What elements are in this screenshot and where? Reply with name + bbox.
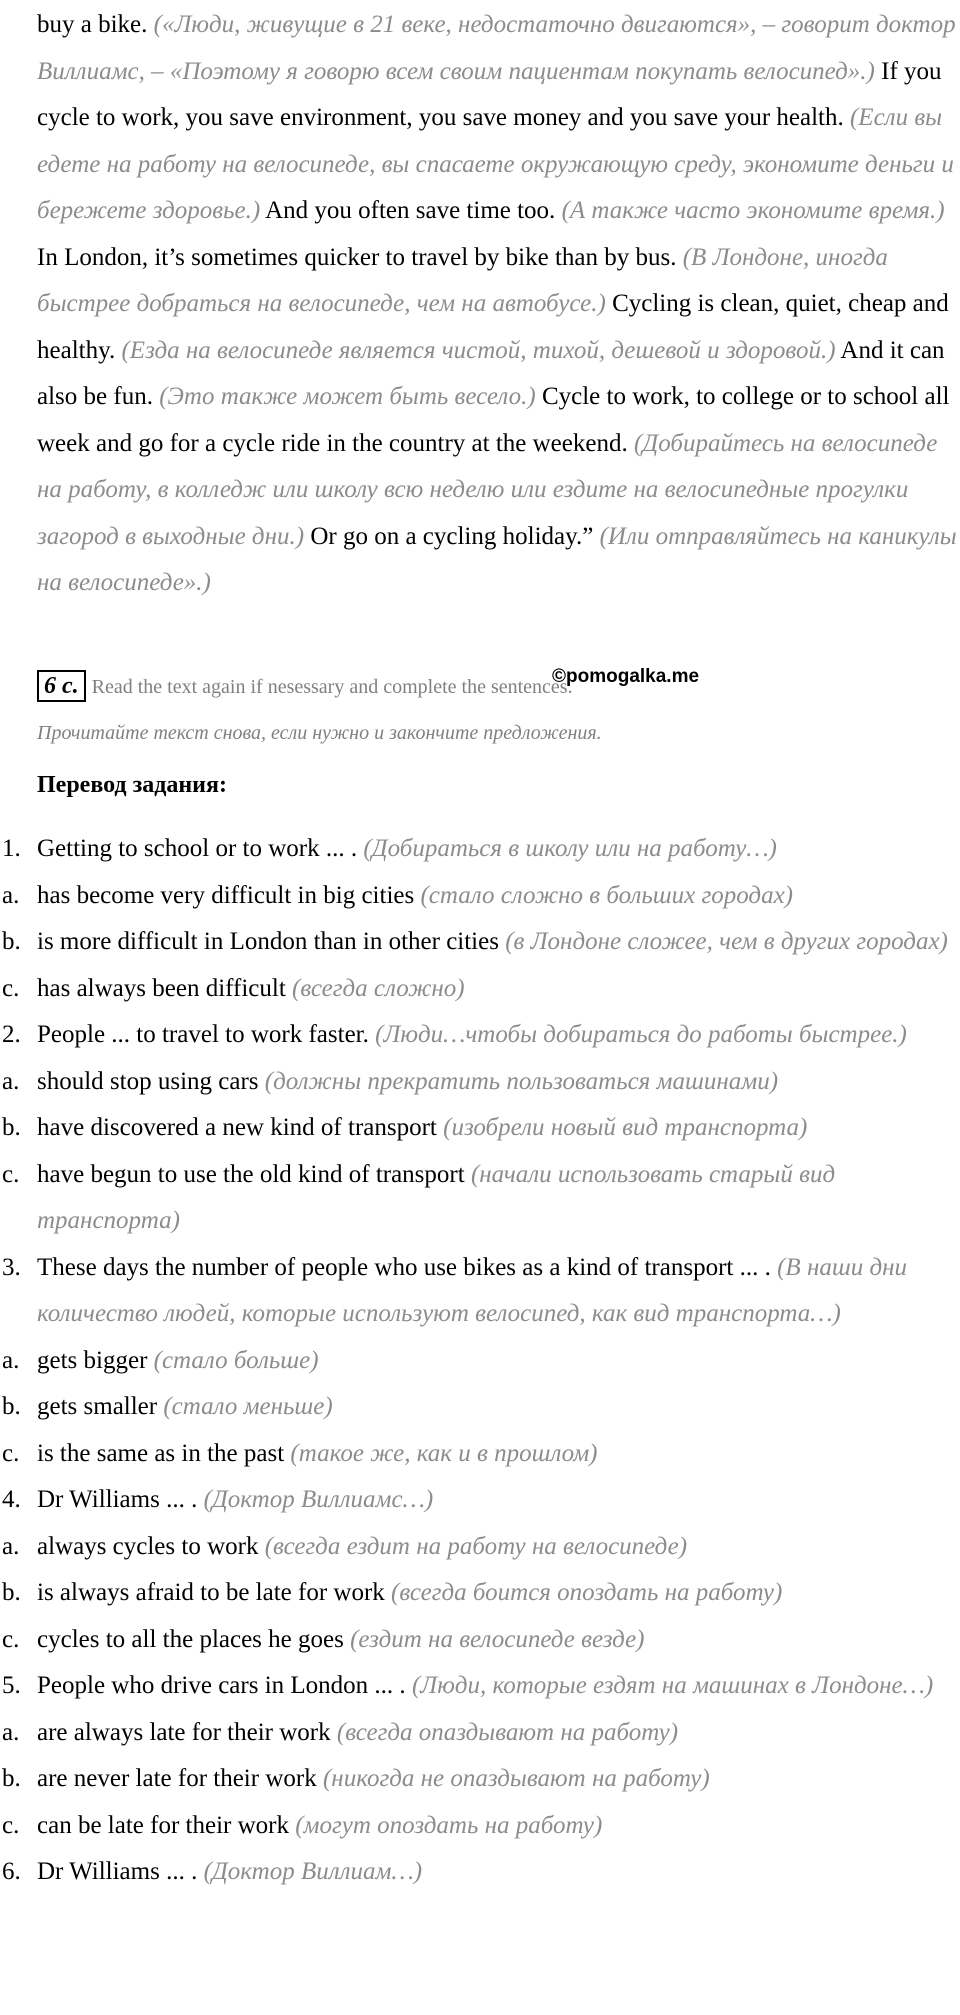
item-marker: 3. bbox=[2, 1253, 21, 1281]
intro-en: Or go on a cycling holiday.” bbox=[304, 522, 600, 550]
item-ru: (такое же, как и в прошлом) bbox=[290, 1439, 598, 1467]
list-item bbox=[0, 1059, 960, 1106]
item-en: People who drive cars in London ... . bbox=[37, 1672, 412, 1699]
item-marker: 6. bbox=[2, 1858, 21, 1885]
item-marker: 4. bbox=[2, 1486, 21, 1513]
item-en: is more difficult in London than in other cities bbox=[37, 928, 506, 955]
item-ru: (Доктор Виллиамс…) bbox=[203, 1486, 434, 1513]
intro-paragraph bbox=[37, 2, 957, 607]
item-marker: c. bbox=[2, 1811, 20, 1839]
item-en: are always late for their work bbox=[37, 1718, 337, 1746]
item-marker: a. bbox=[2, 1532, 20, 1560]
list-item bbox=[0, 1617, 960, 1664]
list-item bbox=[0, 1756, 960, 1803]
item-en: has always been difficult bbox=[37, 974, 293, 1002]
item-marker: b. bbox=[2, 1579, 21, 1606]
intro-en: Cycle to work, to college or to school all week and go for a cycle ride in the country at the weekend. bbox=[37, 383, 950, 457]
task-instruction: Read the text again if nesessary and complete the sentences. bbox=[91, 676, 573, 698]
item-en: is always afraid to be late for work bbox=[37, 1579, 392, 1606]
item-ru: (Люди…чтобы добираться до работы быстрее.) bbox=[375, 1021, 907, 1048]
item-ru: (Добираться в школу или на работу…) bbox=[363, 835, 777, 862]
list-item bbox=[0, 1338, 960, 1385]
item-marker: b. bbox=[2, 928, 21, 955]
intro-ru: (Езда на велосипеде является чистой, тихой, дешевой и здоровой.) bbox=[121, 336, 836, 364]
item-ru: (всегда ездит на работу на велосипеде) bbox=[264, 1532, 688, 1560]
item-marker: a. bbox=[2, 1346, 20, 1374]
intro-en: And it can also be fun. bbox=[37, 336, 945, 410]
list-item bbox=[0, 1245, 960, 1338]
item-ru: (могут опоздать на работу) bbox=[295, 1811, 603, 1839]
list-item bbox=[0, 1524, 960, 1571]
item-ru: (начали использовать старый вид транспорта) bbox=[37, 1160, 836, 1234]
item-marker: c. bbox=[2, 1439, 20, 1467]
intro-ru: (В Лондоне, иногда быстрее добраться на велосипеде, чем на автобусе.) bbox=[37, 243, 888, 317]
intro-en: buy a bike. bbox=[37, 11, 154, 38]
intro-ru: (Если вы едете на работу на велосипеде, вы спасаете окружающую среду, экономите деньги и бережете здоровье.) bbox=[37, 104, 954, 224]
item-en: gets smaller bbox=[37, 1393, 164, 1420]
list-item bbox=[0, 1570, 960, 1617]
item-en: have discovered a new kind of transport bbox=[37, 1114, 444, 1141]
intro-en: Cycling is clean, quiet, cheap and healthy. bbox=[37, 290, 949, 364]
item-ru: (стало больше) bbox=[153, 1346, 319, 1374]
item-ru: (В наши дни количество людей, которые используют велосипед, как вид транспорта…) bbox=[37, 1253, 908, 1327]
list-item bbox=[0, 826, 960, 873]
item-marker: 2. bbox=[2, 1021, 21, 1048]
task-heading bbox=[37, 670, 573, 702]
item-ru: (всегда боится опоздать на работу) bbox=[391, 1579, 783, 1606]
list-item bbox=[0, 919, 960, 966]
item-marker: b. bbox=[2, 1114, 21, 1141]
item-ru: (должны прекратить пользоваться машинами) bbox=[264, 1067, 779, 1095]
item-marker: 5. bbox=[2, 1672, 21, 1699]
translation-title: Перевод задания: bbox=[37, 772, 227, 798]
item-en: People ... to travel to work faster. bbox=[37, 1021, 376, 1048]
watermark: ©pomogalka.me bbox=[552, 666, 700, 687]
list-item bbox=[0, 1710, 960, 1757]
item-en: Dr Williams ... . bbox=[37, 1486, 204, 1513]
item-en: can be late for their work bbox=[37, 1811, 296, 1839]
item-en: Getting to school or to work ... . bbox=[37, 835, 364, 862]
item-ru: (изобрели новый вид транспорта) bbox=[443, 1114, 808, 1141]
list-item bbox=[0, 1803, 960, 1850]
list-item bbox=[0, 873, 960, 920]
list-item bbox=[0, 1849, 960, 1896]
item-marker: c. bbox=[2, 1160, 20, 1188]
item-ru: (Доктор Виллиам…) bbox=[203, 1858, 423, 1885]
task-instruction-ru: Прочитайте текст снова, если нужно и закончите предложения. bbox=[37, 722, 602, 744]
item-en: is the same as in the past bbox=[37, 1439, 291, 1467]
intro-en: And you often save time too. bbox=[260, 197, 562, 224]
list-item bbox=[0, 1105, 960, 1152]
question-list bbox=[0, 826, 960, 1896]
item-ru: (Люди, которые ездят на машинах в Лондоне…) bbox=[411, 1672, 934, 1699]
item-ru: (ездит на велосипеде везде) bbox=[350, 1625, 645, 1653]
item-en: has become very difficult in big cities bbox=[37, 881, 421, 909]
item-marker: a. bbox=[2, 1718, 20, 1746]
intro-ru: (А также часто экономите время.) bbox=[561, 197, 945, 224]
list-item bbox=[0, 1477, 960, 1524]
item-marker: a. bbox=[2, 881, 20, 909]
list-item bbox=[0, 1012, 960, 1059]
item-en: gets bigger bbox=[37, 1346, 154, 1374]
item-marker: b. bbox=[2, 1393, 21, 1420]
item-en: are never late for their work bbox=[37, 1765, 323, 1792]
item-en: should stop using cars bbox=[37, 1067, 265, 1095]
item-en: These days the number of people who use bikes as a kind of transport ... . bbox=[37, 1253, 778, 1281]
list-item bbox=[0, 1152, 960, 1245]
item-marker: a. bbox=[2, 1067, 20, 1095]
item-ru: (всегда опаздывают на работу) bbox=[336, 1718, 679, 1746]
list-item bbox=[0, 1384, 960, 1431]
intro-ru: (Это также может быть весело.) bbox=[159, 383, 536, 410]
item-marker: c. bbox=[2, 1625, 20, 1653]
list-item bbox=[0, 1431, 960, 1478]
list-item bbox=[0, 966, 960, 1013]
item-ru: (стало меньше) bbox=[163, 1393, 333, 1420]
item-en: always cycles to work bbox=[37, 1532, 265, 1560]
item-marker: b. bbox=[2, 1765, 21, 1792]
intro-ru: (Или отправляйтесь на каникулы на велосипеде».) bbox=[37, 522, 957, 596]
intro-en: In London, it’s sometimes quicker to travel by bike than by bus. bbox=[37, 243, 683, 271]
intro-ru: («Люди, живущие в 21 веке, недостаточно двигаются», – говорит доктор Виллиамс, – «Поэтому я говорю всем своим пациентам покупать велосипед».) bbox=[37, 11, 956, 85]
intro-ru: (Добирайтесь на велосипеде на работу, в колледж или школу всю неделю или ездите на велосипедные прогулки загород в выходные дни.) bbox=[37, 429, 938, 550]
item-ru: (стало сложно в больших городах) bbox=[420, 881, 794, 909]
item-en: Dr Williams ... . bbox=[37, 1858, 204, 1885]
item-en: have begun to use the old kind of transport bbox=[37, 1160, 471, 1188]
item-marker: 1. bbox=[2, 835, 21, 862]
item-ru: (всегда сложно) bbox=[292, 974, 465, 1002]
item-ru: (никогда не опаздывают на работу) bbox=[322, 1765, 710, 1792]
intro-en: If you cycle to work, you save environment, you save money and you save your health. bbox=[37, 57, 942, 131]
item-en: cycles to all the places he goes bbox=[37, 1625, 351, 1653]
item-marker: c. bbox=[2, 974, 20, 1002]
task-number-badge: 6 c. bbox=[37, 670, 86, 702]
list-item bbox=[0, 1663, 960, 1710]
item-ru: (в Лондоне сложее, чем в других городах) bbox=[505, 928, 948, 955]
